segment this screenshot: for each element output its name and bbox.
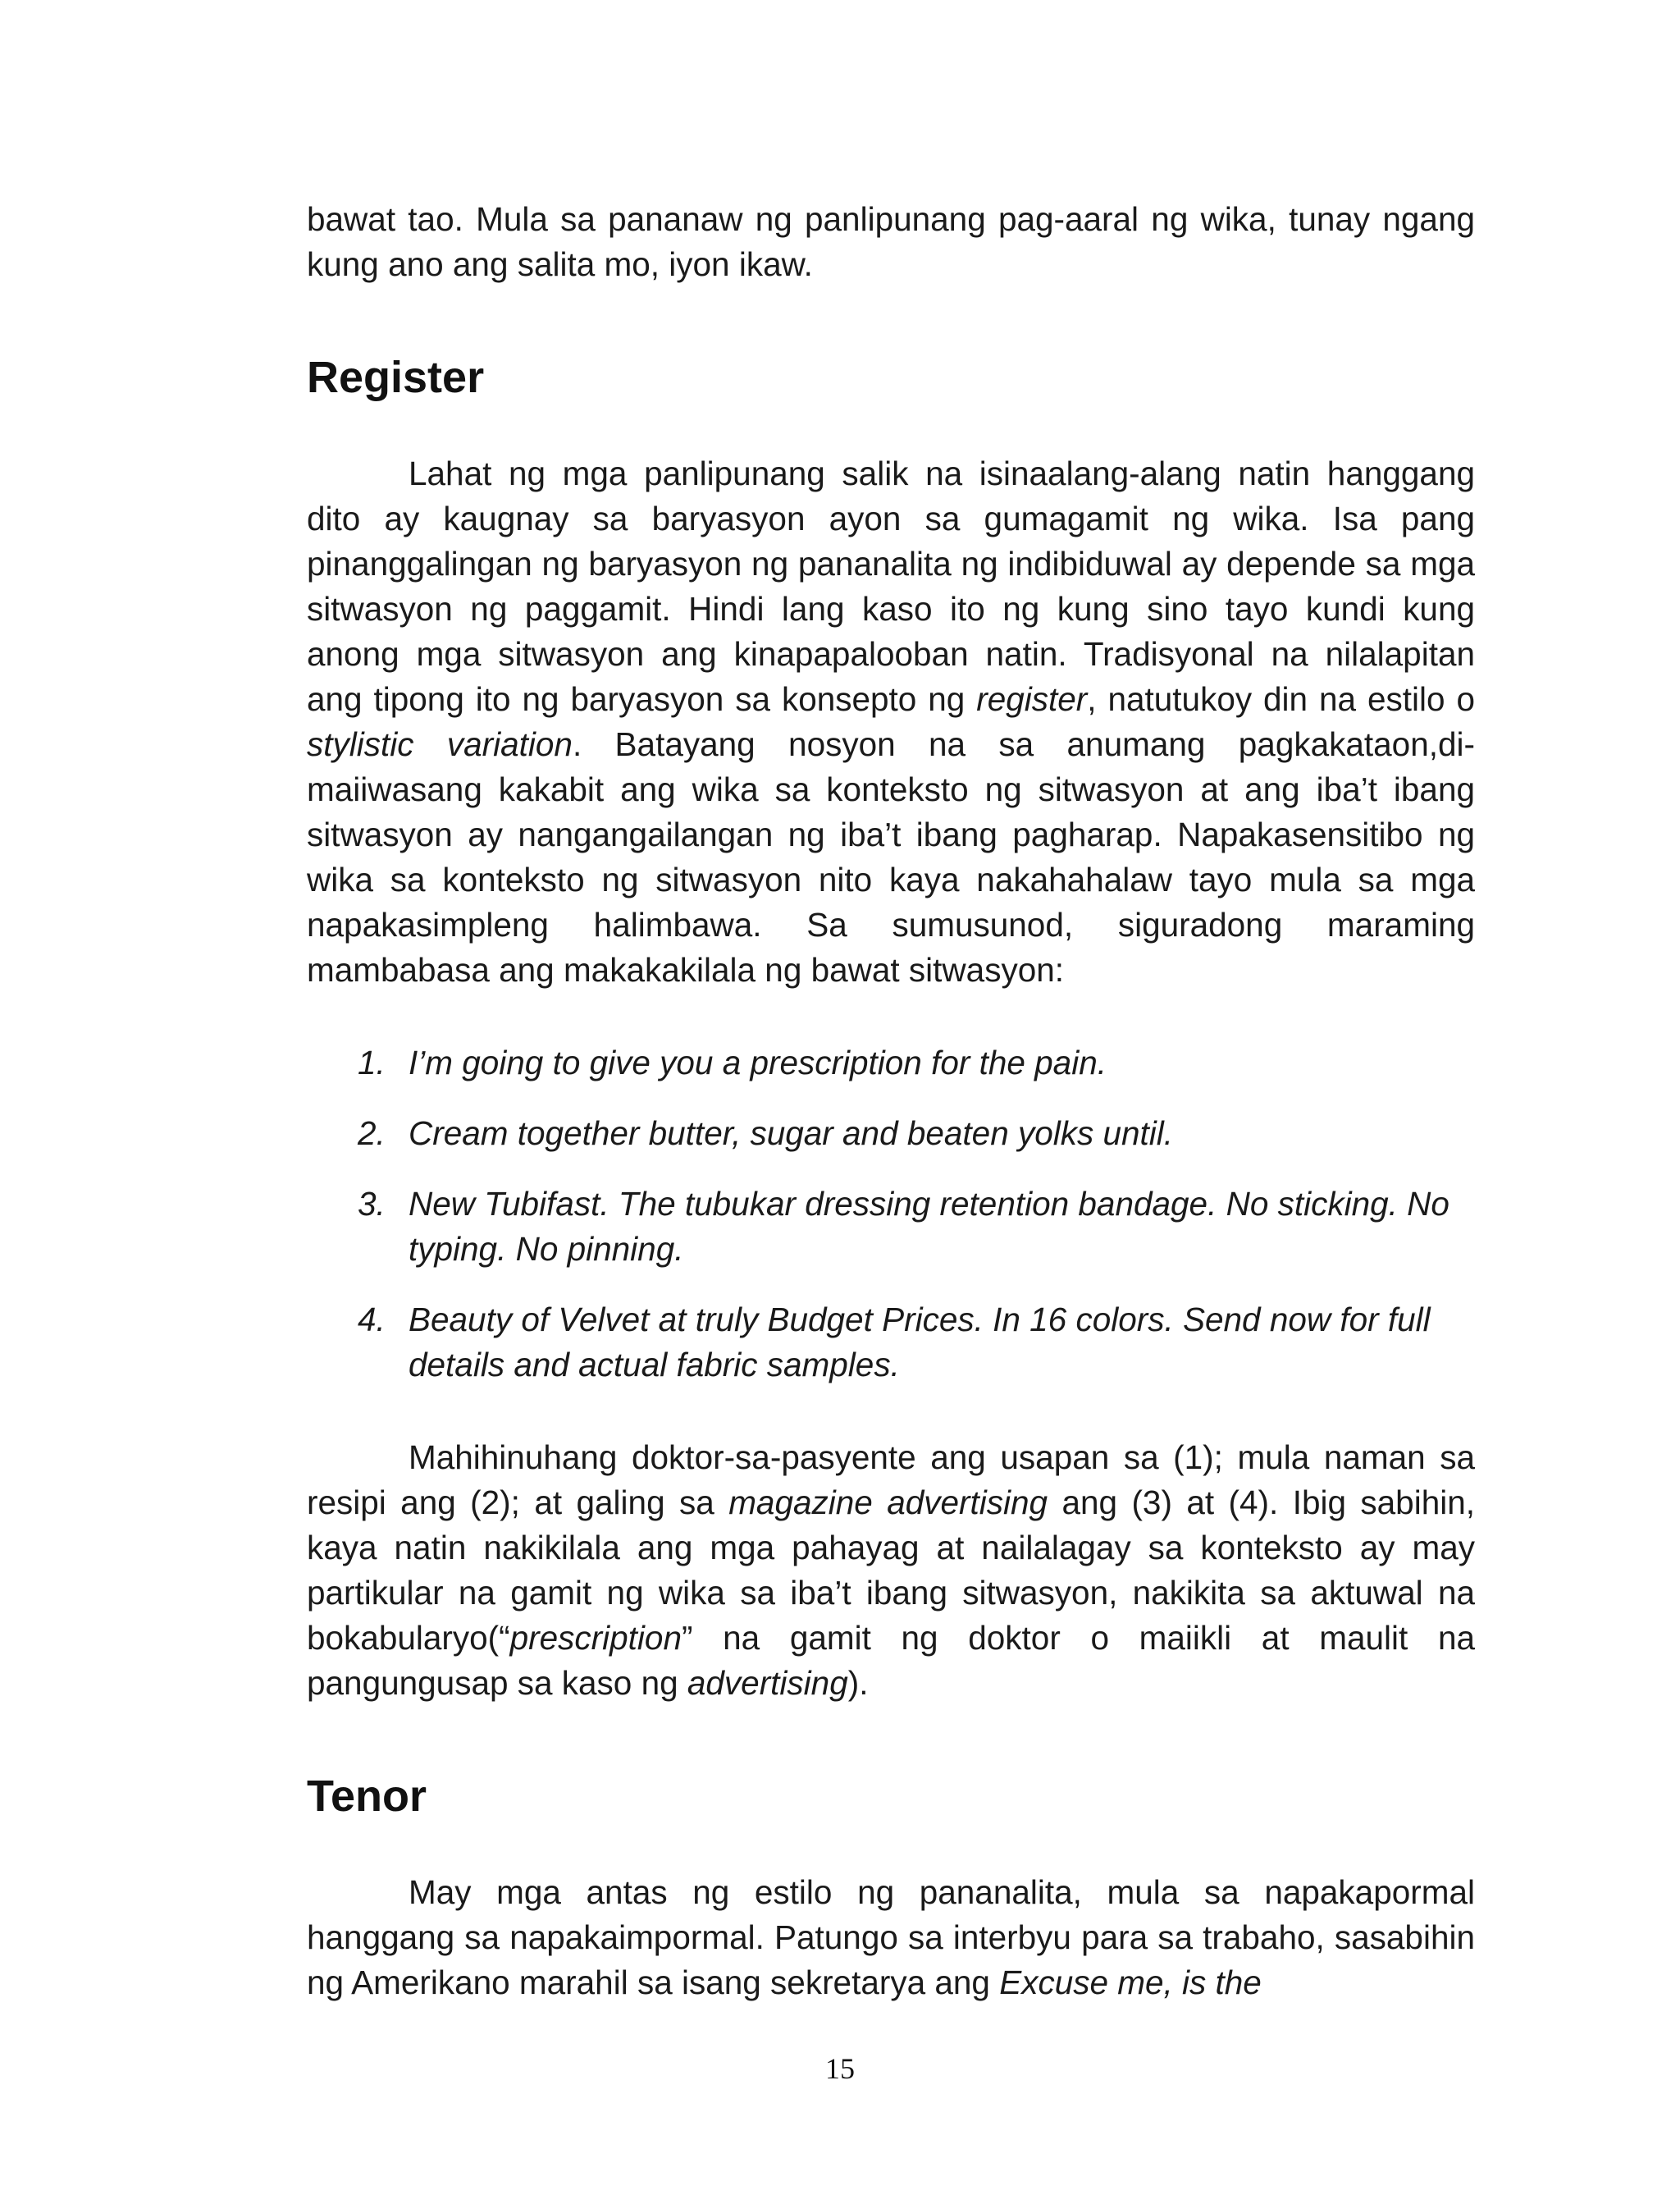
examples-list [307, 1040, 1475, 1388]
text-span: May mga antas ng estilo ng pananalita, mula sa napakapormal hanggang sa napakaimpormal. Patungo sa interbyu para sa trabaho, sasabihin ng Amerikano marahil sa isang sekretarya ang [307, 1873, 1475, 2001]
italic-term: advertising [687, 1664, 848, 1702]
text-span: Mahihinuhang doktor-sa-pasyente ang usapan sa (1); mula naman sa resipi ang (2); at galing sa [307, 1438, 1475, 1521]
italic-term: register [976, 680, 1088, 718]
list-item [307, 1040, 1475, 1086]
text-span: ” na gamit ng doktor o maiikli at maulit na pangungusap sa kaso ng [307, 1619, 1475, 1702]
list-number: 2. [358, 1114, 386, 1152]
italic-term: Excuse me, is the [999, 1964, 1262, 2001]
tenor-heading: Tenor [307, 1772, 427, 1821]
list-item [307, 1111, 1475, 1156]
italic-term: magazine advertising [728, 1484, 1048, 1521]
list-number: 3. [358, 1185, 386, 1223]
list-number: 1. [358, 1044, 386, 1081]
register-paragraph-1 [307, 451, 1475, 993]
text-span: ang (3) at (4). Ibig sabihin, kaya natin nakikilala ang mga pahayag at nailalagay sa konteksto ay may partikular na gamit ng wika sa iba’t ibang sitwasyon, nakikita sa aktuwal na bokabularyo(“ [307, 1484, 1475, 1657]
intro-paragraph: bawat tao. Mula sa pananaw ng panlipunang pag-aaral ng wika, tunay ngang kung ano ang salita mo, iyon ikaw. [307, 200, 1475, 283]
list-item-text: New Tubifast. The tubukar dressing retention bandage. No sticking. No typing. No pinning. [409, 1185, 1449, 1268]
text-span: . Batayang nosyon na sa anumang pagkakataon,di-maiiwasang kakabit ang wika sa konteksto ng sitwasyon at ang iba’t ibang sitwasyon ay nangangailangan ng iba’t ibang pagharap. Napakasensitibo ng wika sa konteksto ng sitwasyon nito kaya nakahahalaw tayo mula sa mga napakasimpleng halimbawa. Sa sumusunod, siguradong maraming mambabasa ang makakakilala ng bawat sitwasyon: [307, 725, 1475, 989]
text-span: , natutukoy din na estilo o [1087, 680, 1475, 718]
text-span: ). [847, 1664, 869, 1702]
page-content [307, 197, 1475, 2005]
list-item-text: Cream together butter, sugar and beaten yolks until. [409, 1114, 1174, 1152]
list-item [307, 1297, 1475, 1388]
text-span: Lahat ng mga panlipunang salik na isinaalang-alang natin hanggang dito ay kaugnay sa baryasyon ayon sa gumagamit ng wika. Isa pang pinanggalingan ng baryasyon ng pananalita ng indibiduwal ay depende sa mga sitwasyon ng paggamit. Hindi lang kaso ito ng kung sino tayo kundi kung anong mga sitwasyon ang kinapapalooban natin. Tradisyonal na nilalapitan ang tipong ito ng baryasyon sa konsepto ng [307, 455, 1475, 718]
register-paragraph-2 [307, 1435, 1475, 1706]
page-number: 15 [825, 2052, 855, 2085]
list-number: 4. [358, 1301, 386, 1338]
register-heading: Register [307, 353, 485, 402]
italic-term: stylistic variation [307, 725, 573, 763]
list-item-text: Beauty of Velvet at truly Budget Prices. In 16 colors. Send now for full details and actual fabric samples. [409, 1301, 1431, 1383]
list-item [307, 1182, 1475, 1272]
italic-term: prescription [509, 1619, 682, 1657]
list-item-text: I’m going to give you a prescription for the pain. [409, 1044, 1107, 1081]
tenor-paragraph-1 [307, 1870, 1475, 2005]
